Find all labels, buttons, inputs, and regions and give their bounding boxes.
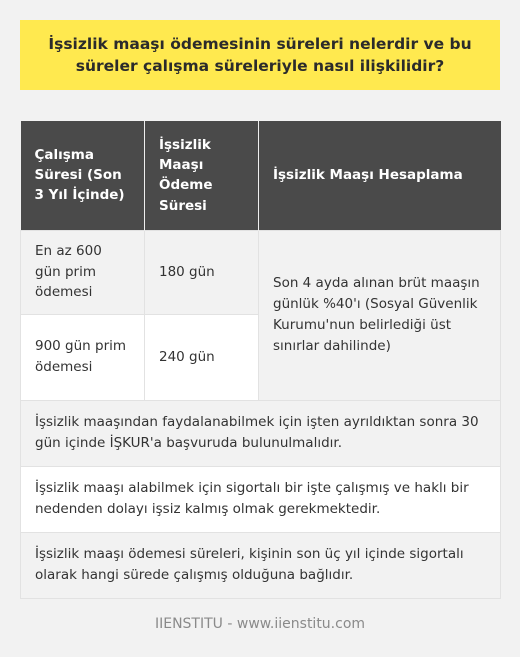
cell-payment-duration: 240 gün: [145, 314, 259, 400]
table-header-row: [21, 121, 501, 230]
note-application: İşsizlik maaşından faydalanabilmek için işten ayrıldıktan sonra 30 gün içinde İŞKUR'a başvuruda bulunulmalıdır.: [21, 400, 501, 466]
table-note-row: [21, 466, 501, 532]
table-row: [21, 230, 501, 314]
cell-payment-duration: 180 gün: [145, 230, 259, 314]
page-title: İşsizlik maaşı ödemesinin süreleri nelerdir ve bu süreler çalışma süreleriyle nasıl ilişkilidir?: [48, 34, 472, 75]
note-duration-basis: İşsizlik maaşı ödemesi süreleri, kişinin son üç yıl içinde sigortalı olarak hangi sürede çalışmış olduğuna bağlıdır.: [21, 532, 501, 598]
cell-calculation: Son 4 ayda alınan brüt maaşın günlük %40'ı (Sosyal Güvenlik Kurumu'nun belirlediği üst sınırlar dahilinde): [259, 230, 501, 400]
header-work-duration: Çalışma Süresi (Son 3 Yıl İçinde): [21, 121, 145, 230]
note-eligibility: İşsizlik maaşı alabilmek için sigortalı bir işte çalışmış ve haklı bir nedenden dolayı işsiz kalmış olmak gerekmektedir.: [21, 466, 501, 532]
table-note-row: [21, 532, 501, 598]
unemployment-table: [20, 121, 501, 599]
table-note-row: [21, 400, 501, 466]
footer-credit: IIENSTITU - www.iienstitu.com: [154, 616, 366, 632]
title-banner: [20, 20, 500, 90]
header-calculation: İşsizlik Maaşı Hesaplama: [259, 121, 501, 230]
cell-work-duration: 900 gün prim ödemesi: [21, 314, 145, 400]
header-payment-duration: İşsizlik Maaşı Ödeme Süresi: [145, 121, 259, 230]
cell-work-duration: En az 600 gün prim ödemesi: [21, 230, 145, 314]
